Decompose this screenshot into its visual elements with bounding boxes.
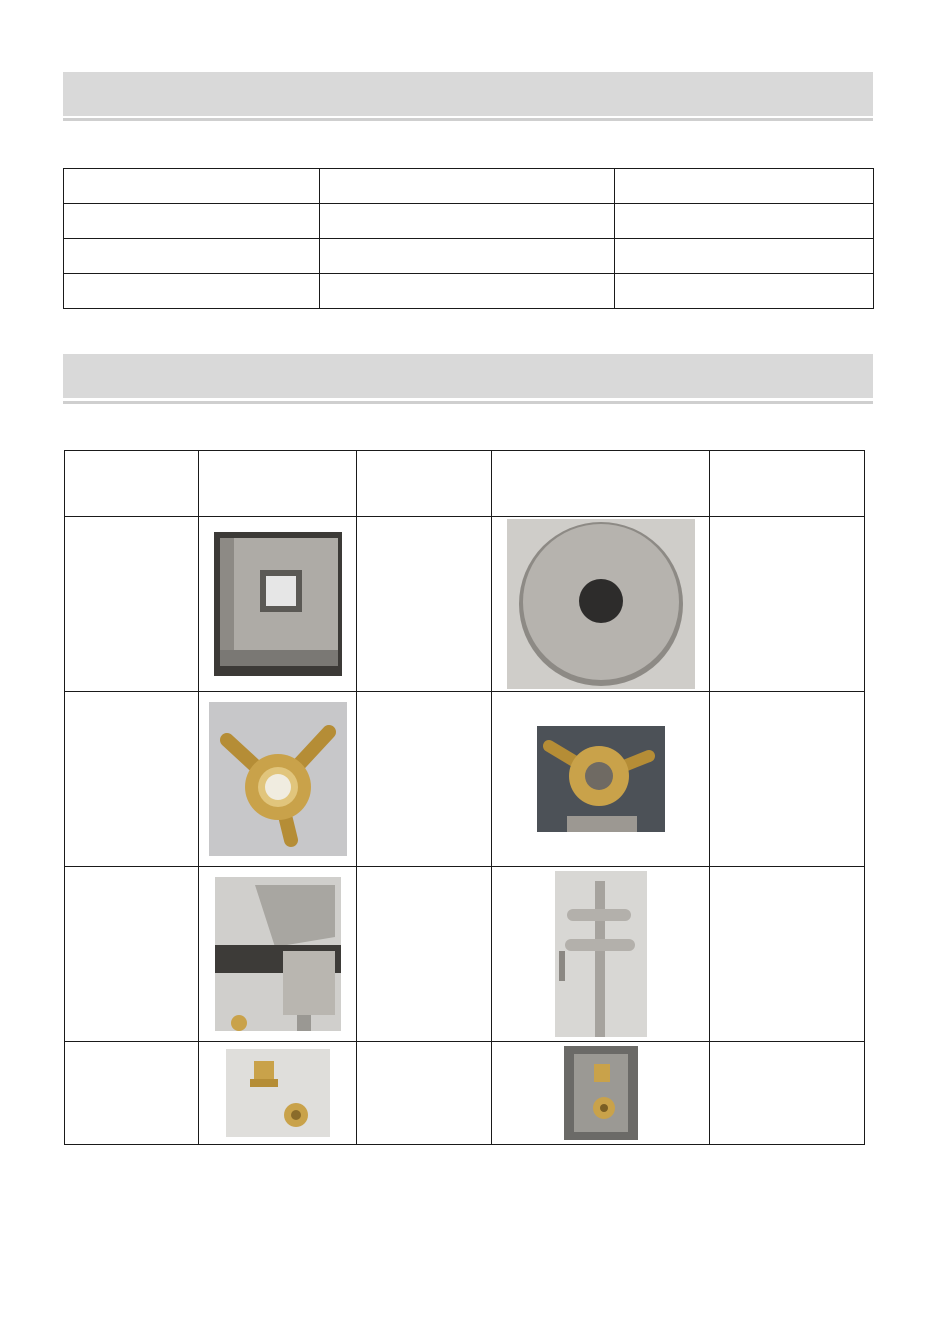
table-row	[65, 517, 865, 692]
section-header-specifications	[63, 72, 873, 116]
table-cell	[615, 274, 874, 309]
table-cell	[64, 274, 320, 309]
part-name-cell	[65, 867, 199, 1042]
section-rule	[63, 118, 873, 121]
quantity-cell	[357, 517, 492, 692]
quantity-cell	[357, 692, 492, 867]
remark-cell	[710, 692, 865, 867]
table-cell	[615, 204, 874, 239]
table-cell	[64, 239, 320, 274]
table-row	[64, 239, 874, 274]
part-photo-cell	[199, 692, 357, 867]
table-cell	[64, 169, 320, 204]
part-photo-cell	[199, 867, 357, 1042]
table-row	[65, 867, 865, 1042]
table-cell	[64, 204, 320, 239]
square-cover-plate-photo	[214, 532, 342, 676]
part-name-cell	[65, 1042, 199, 1145]
part-photo-cell	[492, 692, 710, 867]
part-name-cell	[65, 692, 199, 867]
table-cell	[320, 169, 615, 204]
brass-mounting-bracket-photo	[537, 726, 665, 832]
part-name-cell	[65, 517, 199, 692]
round-diverter-valve-photo	[555, 871, 647, 1037]
part-photo-cell	[199, 1042, 357, 1145]
part-photo-cell	[492, 867, 710, 1042]
spec-table	[63, 168, 874, 309]
part-photo-cell	[492, 1042, 710, 1145]
table-row	[64, 204, 874, 239]
brass-fittings-bag-photo	[564, 1046, 638, 1140]
remark-cell	[710, 867, 865, 1042]
brass-mounting-bracket-photo	[209, 702, 347, 856]
quantity-cell	[357, 1042, 492, 1145]
table-cell	[615, 169, 874, 204]
remark-cell	[710, 1042, 865, 1145]
table-row	[65, 692, 865, 867]
table-row	[64, 169, 874, 204]
table-cell	[320, 274, 615, 309]
table-cell	[615, 239, 874, 274]
column-header	[710, 451, 865, 517]
table-row	[64, 274, 874, 309]
section-rule	[63, 401, 873, 404]
parts-table	[64, 450, 865, 1145]
square-diverter-valve-photo	[215, 877, 341, 1031]
part-photo-cell	[492, 517, 710, 692]
column-header	[65, 451, 199, 517]
column-header	[199, 451, 357, 517]
section-header-parts-list	[63, 354, 873, 398]
part-photo-cell	[199, 517, 357, 692]
remark-cell	[710, 517, 865, 692]
quantity-cell	[357, 867, 492, 1042]
column-header	[357, 451, 492, 517]
table-cell	[320, 239, 615, 274]
round-cover-plate-photo	[507, 519, 695, 689]
table-header-row	[65, 451, 865, 517]
brass-fittings-bag-photo	[226, 1049, 330, 1137]
table-row	[65, 1042, 865, 1145]
table-cell	[320, 204, 615, 239]
column-header	[492, 451, 710, 517]
